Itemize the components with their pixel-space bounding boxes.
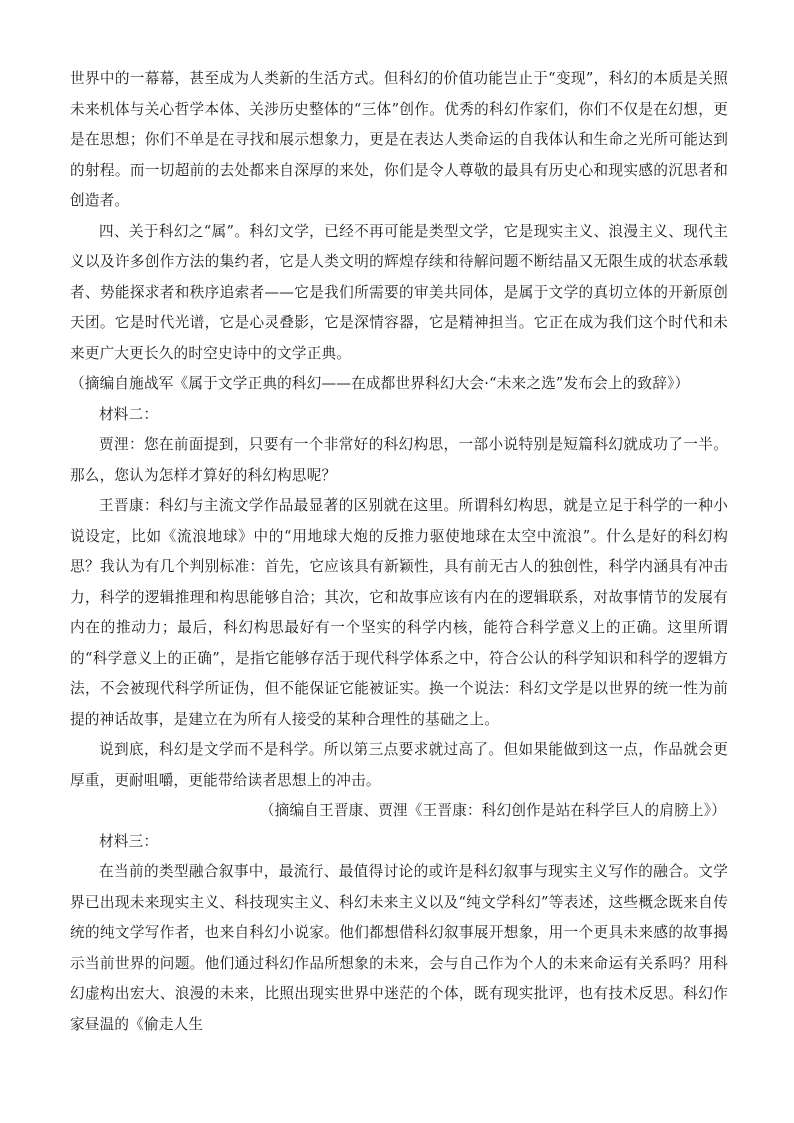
paragraph-section-four: 四、关于科幻之“属”。科幻文学，已经不再可能是类型文学，它是现实主义、浪漫主义、现代主义以及许多创作方法的集约者，它是人类文明的辉煌存续和待解问题不断结晶又无限生成的状态承载者、势能探求者和秩序追索者——它是我们所需要的审美共同体，是属于文学的真切立体的开新原创天团。它是时代光谱，它是心灵叠影，它是深情容器，它是精神担当。它正在成为我们这个时代和未来更广大更长久的时空史诗中的文学正典。 (70, 222, 728, 362)
interview-question: 贾浬：您在前面提到，只要有一个非常好的科幻构思，一部小说特别是短篇科幻就成功了一半。那么，您认为怎样才算好的科幻构思呢？ (70, 436, 728, 484)
paragraph-continued: 世界中的一幕幕，甚至成为人类新的生活方式。但科幻的价值功能岂止于“变现”，科幻的本质是关照未来机体与关心哲学本体、关涉历史整体的“三体”创作。优秀的科幻作家们，你们不仅是在幻想，更是在思想；你们不单是在寻找和展示想象力，更是在表达人类命运的自我体认和生命之光所可能达到的射程。而一切超前的去处都来自深厚的来处，你们是令人尊敬的最具有历史心和现实感的沉思者和创造者。 (70, 70, 728, 209)
source-citation-1: （摘编自施战军《属于文学正典的科幻——在成都世界科幻大会·“未来之选”发布会上的致辞》） (70, 375, 690, 392)
paragraph-material-three: 在当前的类型融合叙事中，最流行、最值得讨论的或许是科幻叙事与现实主义写作的融合。文学界已出现未来现实主义、科技现实主义、科幻未来主义以及“纯文学科幻”等表述，这些概念既来自传统的纯文学写作者，也来自科幻小说家。他们都想借科幻叙事展开想象，用一个更具未来感的故事揭示当前世界的问题。他们通过科幻作品所想象的未来，会与自己作为个人的未来命运有关系吗？用科幻虚构出宏大、浪漫的未来，比照出现实世界中迷茫的个体，既有现实批评，也有技术反思。科幻作家昼温的《偷走人生 (70, 863, 728, 1033)
material-two-label: 材料二： (99, 405, 159, 423)
material-three-label: 材料三： (99, 832, 159, 850)
interview-conclusion: 说到底，科幻是文学而不是科学。所以第三点要求就过高了。但如果能做到这一点，作品就会更厚重，更耐咀嚼，更能带给读者思想上的冲击。 (70, 741, 728, 789)
source-citation-2: （摘编自王晋康、贾浬《王晋康：科幻创作是站在科学巨人的肩膀上》） (259, 802, 726, 819)
document-page (70, 64, 728, 1040)
interview-answer: 王晋康：科幻与主流文学作品最显著的区别就在这里。所谓科幻构思，就是立足于科学的一种小说设定，比如《流浪地球》中的“用地球大炮的反推力驱使地球在太空中流浪”。什么是好的科幻构思？我认为有几个判别标准：首先，它应该具有新颖性，具有前无古人的独创性，科学内涵具有冲击力，科学的逻辑推理和构思能够自洽；其次，它和故事应该有内在的逻辑联系，对故事情节的发展有内在的推动力；最后，科幻构思最好有一个坚实的科学内核，能符合科学意义上的正确。这里所谓的“科学意义上的正确”，是指它能够存活于现代科学体系之中，符合公认的科学知识和科学的逻辑方法，不会被现代科学所证伪，但不能保证它能被证实。换一个说法：科幻文学是以世界的统一性为前提的神话故事，是建立在为所有人接受的某种合理性的基础之上。 (70, 497, 728, 728)
